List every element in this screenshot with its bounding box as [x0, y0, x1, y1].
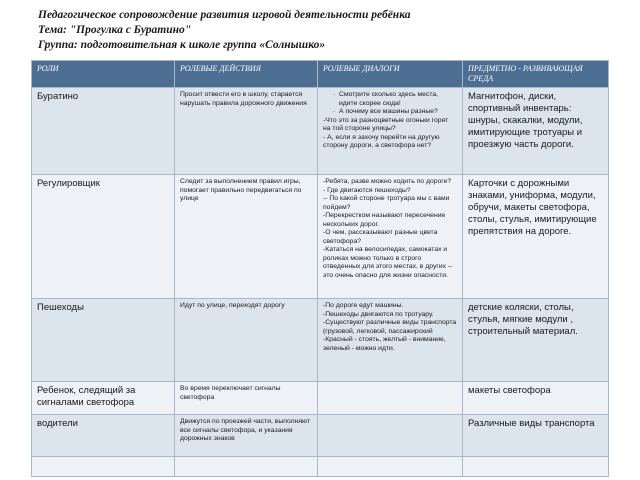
dialog-line: · А почему все машины разные? [333, 108, 438, 115]
document-header [38, 8, 628, 53]
dialog-line: · Смотрите сколько здесь места, идите скорее сюда! [333, 91, 439, 107]
dialog-cell [318, 88, 463, 175]
environment-cell: Магнитофон, диски, спортивный инвентарь: шнуры, скакалки, модули, имитирующие тротуары и проезжую часть дороги. [463, 88, 609, 175]
dialog-line: -Существуют различные виды транспорта (грузовой, легковой, пассажирский [323, 319, 457, 335]
dialog-cell [318, 299, 463, 382]
role-cell: водители [32, 415, 175, 457]
role-cell [32, 457, 175, 477]
dialog-line: -Пешеходы двигаются по тротуару. [323, 310, 434, 318]
environment-cell: макеты светофора [463, 382, 609, 415]
action-cell: Во время переключает сигналы светофора [175, 382, 318, 415]
table-row [32, 299, 609, 382]
action-cell: Идут по улице, переходят дорогу [175, 299, 318, 382]
role-play-table [31, 60, 609, 477]
header-environment: ПРЕДМЕТНО - РАЗВИВАЮЩАЯ СРЕДА [463, 61, 609, 88]
environment-cell: детские коляски, столы, стулья, мягкие модули , строительный материал. [463, 299, 609, 382]
theme-line: Тема: "Прогулка с Буратино" [38, 24, 192, 36]
dialog-line: - Где двигаются пешеходы? [323, 186, 411, 194]
dialog-line: -Красный - стоять, желтый - внимание, зеленый - можно идти. [323, 336, 446, 352]
table-row [32, 88, 609, 175]
header-roles: РОЛИ [32, 61, 175, 88]
role-cell: Регулировщик [32, 175, 175, 299]
table-row [32, 415, 609, 457]
role-cell: Буратино [32, 88, 175, 175]
table-row [32, 457, 609, 477]
table-row [32, 382, 609, 415]
action-cell: Движутся по проезжей части, выполняют все сигналы светофора, и указания дорожных знаков [175, 415, 318, 457]
dialog-line: -- По какой стороне тротуара мы с вами пойдем? [323, 195, 450, 211]
dialog-line: - А, если я захочу перейти на другую сторону дороги, а светофора нет? [323, 133, 440, 149]
dialog-line: -Кататься на велосипедах, самокатах и роликах можно только в строго отведенных для этого местах, в других – это очень опасно для жизни опасности. [323, 246, 452, 279]
header-role-dialogs: РОЛЕВЫЕ ДИАЛОГИ [318, 61, 463, 88]
dialog-line: -Перекрестком называют пересечение нескольких дорог. [323, 212, 446, 228]
dialog-cell [318, 175, 463, 299]
dialog-line: -По дороге едут машины. [323, 302, 404, 309]
dialog-cell [318, 457, 463, 477]
role-cell: Ребенок, следящий за сигналами светофора [32, 382, 175, 415]
dialog-cell [318, 382, 463, 415]
group-line: Группа: подготовительная к школе группа «Солнышко» [38, 39, 326, 51]
table-header-row [32, 61, 609, 88]
table-row [32, 175, 609, 299]
environment-cell [463, 457, 609, 477]
environment-cell: Различные виды транспорта [463, 415, 609, 457]
header-role-actions: РОЛЕВЫЕ ДЕЙСТВИЯ [175, 61, 318, 88]
role-cell: Пешеходы [32, 299, 175, 382]
dialog-line: -Ребята, разве можно ходить по дороге? [323, 178, 452, 185]
dialog-line: -Что это за разноцветные огоньки горят на той стороне улицы? [323, 116, 449, 132]
dialog-cell [318, 415, 463, 457]
action-cell: Следит за выполнением правил игры, помогает правильно передвигаться по улице [175, 175, 318, 299]
dialog-line: -О чем, рассказывают разные цвета светофора? [323, 229, 438, 245]
action-cell [175, 457, 318, 477]
action-cell: Просит отвести его в школу, старается нарушать правила дорожного движения [175, 88, 318, 175]
environment-cell: Карточки с дорожными знаками, униформа, модули, обручи, макеты светофора, столы, стулья, имитирующие препятствия на дороге. [463, 175, 609, 299]
document-title: Педагогическое сопровождение развития игровой деятельности ребёнка [38, 9, 411, 21]
